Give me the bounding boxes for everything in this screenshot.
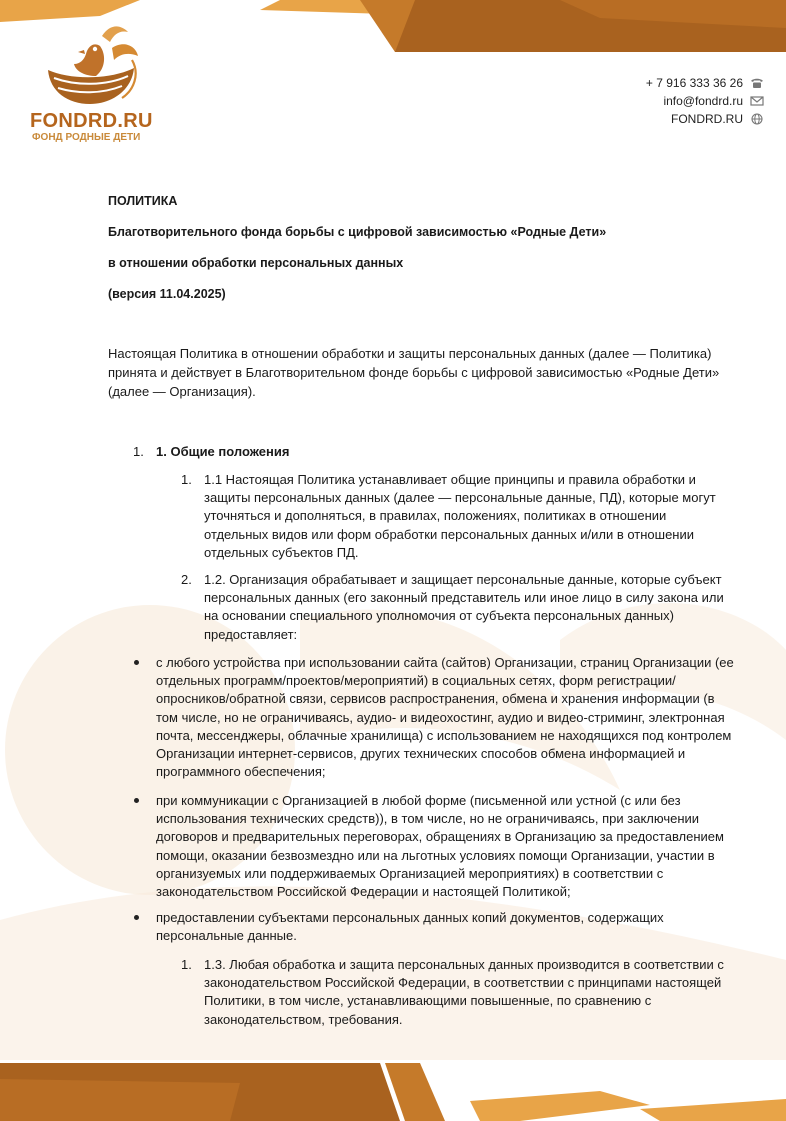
list-item: 1.2. Организация обрабатывает и защищает персональные данные, которые субъект персональных данных (его законный представитель или иное лицо в силу закона или на основании специального уполномочия от субъекта персональных данных) предоставляет: xyxy=(204,572,724,642)
bullet-marker xyxy=(134,798,139,803)
bird-nest-icon xyxy=(40,24,140,112)
section-number: 1. xyxy=(133,444,144,459)
bullet-marker xyxy=(134,915,139,920)
title-line-2: Благотворительного фонда борьбы с цифровой зависимостью «Родные Дети» xyxy=(108,225,607,239)
item-number: 1. xyxy=(181,957,192,972)
phone-icon xyxy=(750,77,764,89)
bullet-item: с любого устройства при использовании сайта (сайтов) Организации, страниц Организации (ее отдельных программ/проектов/мероприятий) в социальных сетях, форм регистрации/опросников/обратной связи, сервисов распространения, обмена и хранения информации (в том числе, но не ограничиваясь, аудио- и видеохостинг, аудио и видео-стриминг, электронная почта, мессенджеры, облачные хранилища) с использованием не находящихся под контролем Организации интернет-сервисов, других технических способов обмена информацией и программного обеспечения; xyxy=(156,655,734,780)
list-item: 1.1 Настоящая Политика устанавливает общие принципы и правила обработки и защиты персональных данных (далее — персональные данные, ПД), которые могут уточняться и дополняться, в правилах, положениях, политиках в отношении отдельных видов или форм обработки персональных данных и/или в отношении отдельных субъектов ПД. xyxy=(204,472,716,560)
logo-name: FONDRD.RU xyxy=(30,110,153,132)
contact-website-text: FONDRD.RU xyxy=(671,112,743,126)
intro-paragraph: Настоящая Политика в отношении обработки и защиты персональных данных (далее — Политика) принята и действует в Благотворительном фонде борьбы с цифровой зависимостью «Родные Дети» (далее — Организация). xyxy=(108,346,720,399)
document-title xyxy=(108,195,606,319)
bullet-item: при коммуникации с Организацией в любой форме (письменной или устной (с или без использования технических средств)), в том числе, но не ограничиваясь, при заключении договоров и предварительных переговорах, обращениях в Организацию за предоставлением помощи, оказании безвозмездно или на льготных условиях помощи Организации, участии в организуемых или поддерживаемых Организацией мероприятиях) в соответствии с законодательством Российской Федерации и настоящей Политикой; xyxy=(156,793,724,900)
footer-decor-band xyxy=(0,1063,786,1121)
contact-website[interactable] xyxy=(646,110,764,128)
item-number: 1. xyxy=(181,472,192,487)
bullet-item: предоставлении субъектами персональных данных копий документов, содержащих персональные данные. xyxy=(156,910,664,944)
list-item: 1.3. Любая обработка и защита персональных данных производится в соответствии с законодательством Российской Федерации, в соответствии с принципами настоящей Политики, в том числе, устанавливающими повышенные, по сравнению с законодательством, требования. xyxy=(204,957,724,1027)
globe-icon xyxy=(750,113,764,125)
contact-email[interactable] xyxy=(646,92,764,110)
title-line-3: в отношении обработки персональных данных xyxy=(108,256,404,270)
mail-icon xyxy=(750,95,764,107)
contact-phone[interactable] xyxy=(646,74,764,92)
contact-block xyxy=(646,74,764,128)
contact-email-text: info@fondrd.ru xyxy=(663,94,743,108)
contact-phone-text: + 7 916 333 36 26 xyxy=(645,76,743,90)
section-heading: 1. Общие положения xyxy=(156,444,290,459)
title-line-1: ПОЛИТИКА xyxy=(108,194,178,208)
logo[interactable] xyxy=(26,24,156,143)
title-line-4: (версия 11.04.2025) xyxy=(108,287,226,301)
item-number: 2. xyxy=(181,572,192,587)
logo-subtitle: ФОНД РОДНЫЕ ДЕТИ xyxy=(32,132,141,143)
bullet-marker xyxy=(134,660,139,665)
